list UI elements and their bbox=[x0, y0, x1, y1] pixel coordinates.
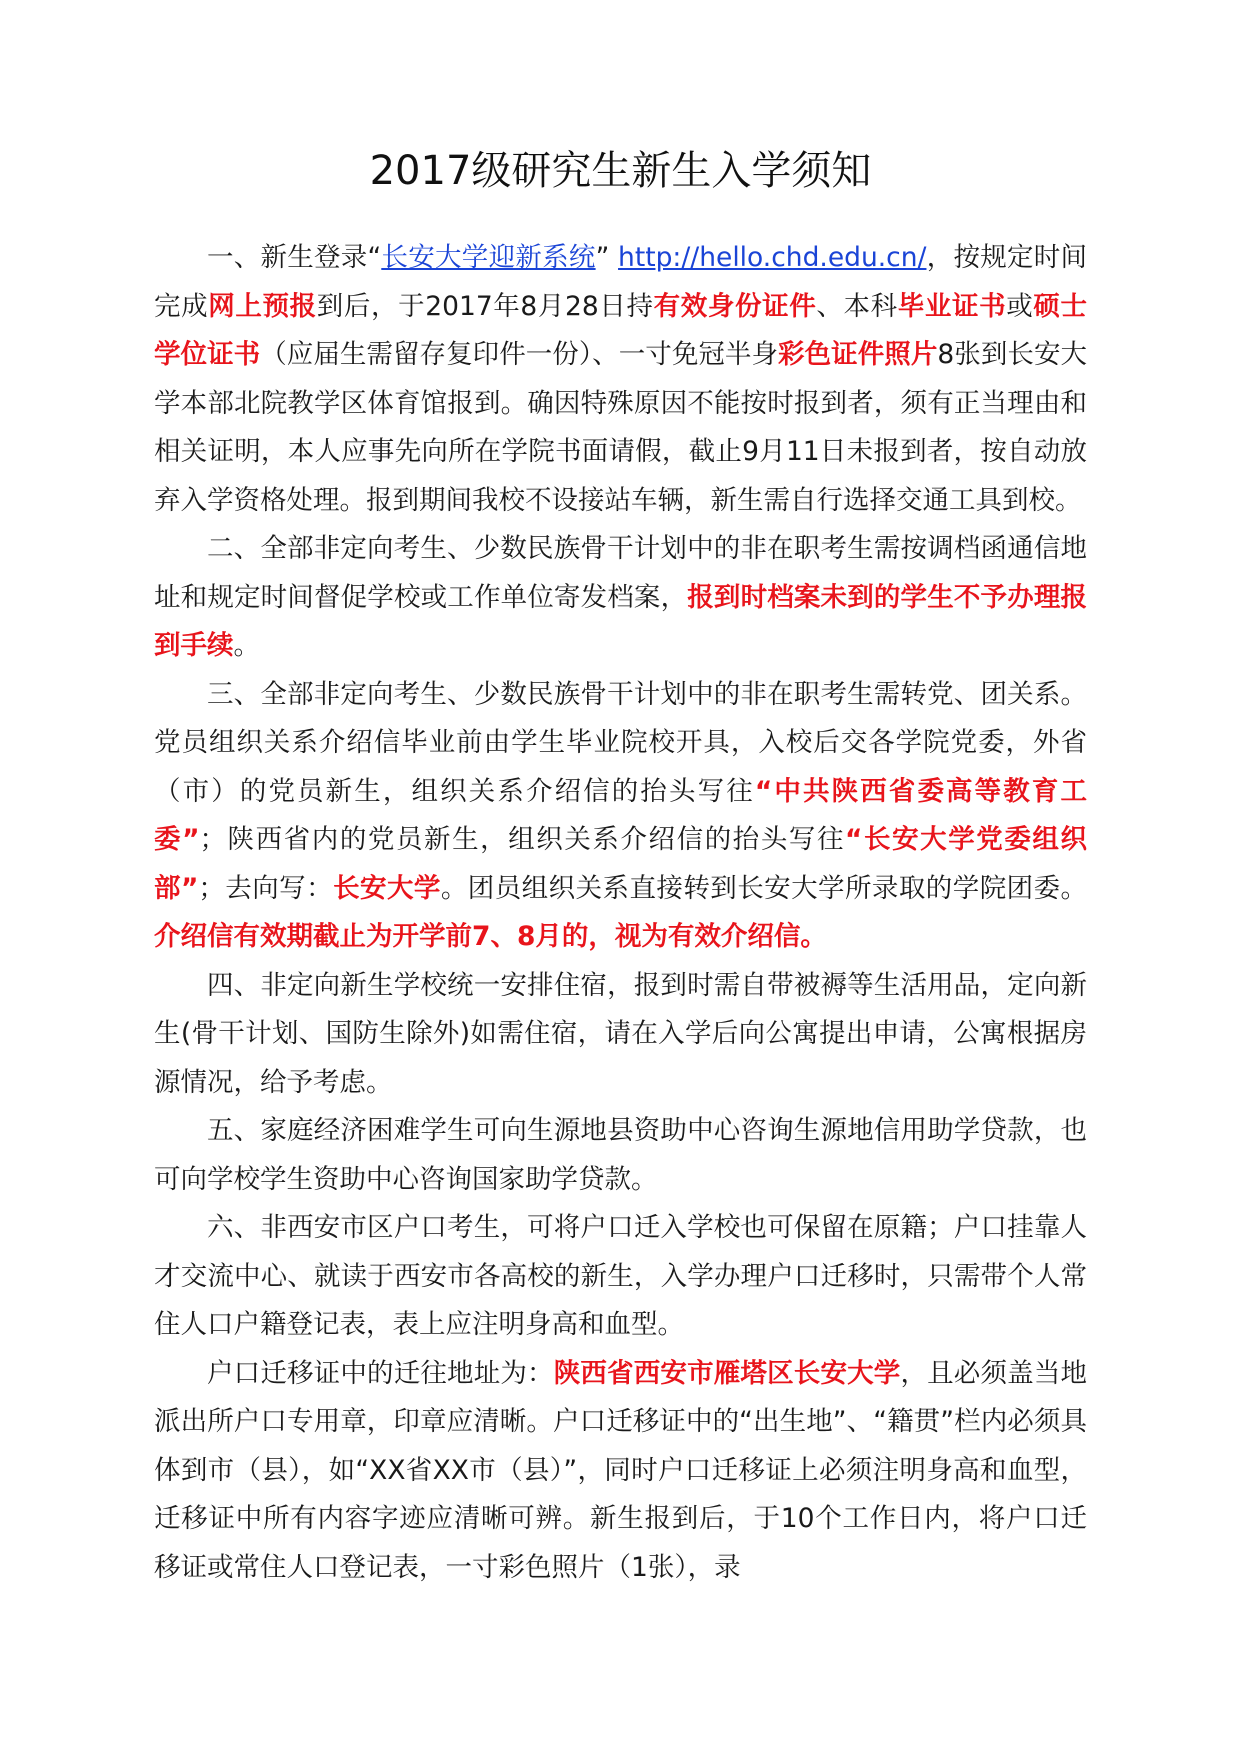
text-run: ” bbox=[595, 242, 619, 273]
text-run: 到后，于2017年8月28日持 bbox=[316, 290, 654, 322]
text-run: 四、非定向新生学校统一安排住宿，报到时需自带被褥等生活用品，定向新生(骨干计划、国防生除外)如需住宿，请在入学后向公寓提出申请，公寓根据房源情况，给予考虑。 bbox=[154, 969, 1087, 1098]
highlighted-text: 陕西省西安市雁塔区长安大学 bbox=[553, 1357, 901, 1389]
highlighted-text: 网上预报 bbox=[208, 290, 317, 322]
highlighted-text: 长安大学 bbox=[333, 872, 441, 904]
text-run: ，按规定时间完成 bbox=[154, 242, 1088, 322]
text-run: 五、家庭经济困难学生可向生源地县资助中心咨询生源地信用助学贷款，也可向学校学生资助中心咨询国家助学贷款。 bbox=[154, 1115, 1087, 1195]
highlighted-text: 报到时档案未到的学生不予办理报到手续 bbox=[154, 581, 1088, 661]
text-run: （应届生需留存复印件一份）、一寸免冠半身 bbox=[260, 339, 779, 370]
text-run: ；去向写： bbox=[198, 872, 334, 904]
text-run: 或 bbox=[1006, 290, 1034, 322]
text-run: 、本科 bbox=[816, 290, 898, 322]
paragraph-p7 bbox=[154, 1350, 1087, 1593]
text-run: 。 bbox=[233, 630, 260, 661]
text-run: ，且必须盖当地派出所户口专用章，印章应清晰。户口迁移证中的“出生地”、“籍贯”栏内必须具体到市（县），如“XX省XX市（县）”，同时户口迁移证上必须注明身高和血型，迁移证中所有内容字迹应清晰可辨。新生报到后，于10个工作日内，将户口迁移证或常住人口登记表，一寸彩色照片（1张），录 bbox=[154, 1357, 1087, 1583]
paragraph-p6 bbox=[154, 1204, 1087, 1350]
highlighted-text: “中共陕西省委高等教育工委” bbox=[154, 775, 1088, 855]
paragraph-p1 bbox=[154, 234, 1087, 525]
document-title: 2017级研究生新生入学须知 bbox=[369, 148, 872, 194]
hyperlink[interactable]: 长安大学迎新系统 bbox=[381, 242, 596, 273]
paragraph-p4 bbox=[154, 962, 1087, 1108]
highlighted-text: 硕士学位证书 bbox=[154, 290, 1088, 370]
text-run: 六、非西安市区户口考生，可将户口迁入学校也可保留在原籍；户口挂靠人才交流中心、就读于西安市各高校的新生，入学办理户口迁移时，只需带个人常住人口户籍登记表，表上应注明身高和血型。 bbox=[154, 1212, 1087, 1340]
document-body bbox=[154, 234, 1087, 1592]
highlighted-text: 彩色证件照片 bbox=[778, 339, 938, 370]
paragraph-p3 bbox=[154, 671, 1087, 962]
highlighted-text: 毕业证书 bbox=[897, 290, 1007, 322]
highlighted-text: 有效身份证件 bbox=[653, 290, 817, 322]
highlighted-text: “长安大学党委组织部” bbox=[154, 824, 1088, 904]
text-run: 三、全部非定向考生、少数民族骨干计划中的非在职考生需转党、团关系。党员组织关系介绍信毕业前由学生毕业院校开具，入校后交各学院党委，外省（市）的党员新生，组织关系介绍信的抬头写往 bbox=[154, 678, 1087, 807]
text-run: ；陕西省内的党员新生，组织关系介绍信的抬头写往 bbox=[199, 824, 846, 855]
paragraph-p2 bbox=[154, 525, 1087, 671]
text-run: 。团员组织关系直接转到长安大学所录取的学院团委。 bbox=[440, 872, 1088, 904]
text-run: 一、新生登录“ bbox=[207, 242, 382, 273]
paragraph-p5 bbox=[154, 1107, 1087, 1204]
text-run: 户口迁移证中的迁往地址为： bbox=[207, 1357, 554, 1389]
highlighted-text: 介绍信有效期截止为开学前7、8月的，视为有效介绍信。 bbox=[154, 921, 827, 952]
text-run: 二、全部非定向考生、少数民族骨干计划中的非在职考生需按调档函通信地址和规定时间督促学校或工作单位寄发档案， bbox=[154, 533, 1087, 613]
text-run: 8张到长安大学本部北院教学区体育馆报到。确因特殊原因不能按时报到者，须有正当理由和相关证明，本人应事先向所在学院书面请假，截止9月11日未报到者，按自动放弃入学资格处理。报到期间我校不设接站车辆，新生需自行选择交通工具到校。 bbox=[154, 339, 1088, 516]
hyperlink[interactable]: http://hello.chd.edu.cn/ bbox=[618, 242, 927, 273]
